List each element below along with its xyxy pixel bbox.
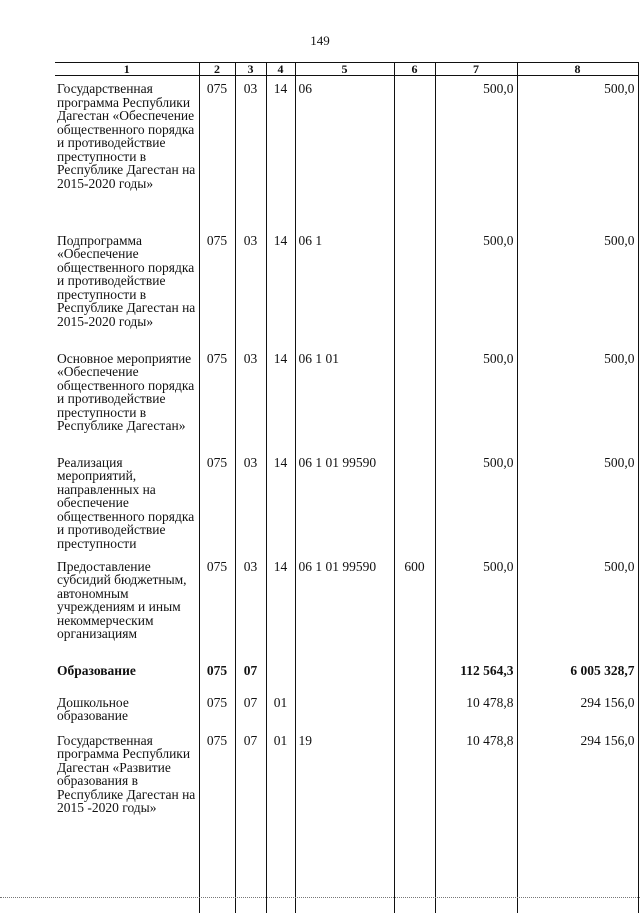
code-subsection-cell [266,346,295,450]
code-ministry: 075 [206,558,228,574]
row-name-cell [55,228,199,346]
row-name-cell [55,450,199,554]
amount-col8-cell [517,76,638,228]
target-article: 06 1 01 99590 [298,454,377,470]
amount-col8: 500,0 [604,454,635,470]
code-subsection-cell [266,228,295,346]
code-section-cell [235,554,266,658]
amount-col7-cell [435,728,517,913]
amount-col8-cell [517,346,638,450]
code-ministry: 075 [206,662,228,678]
row-name: Образование [57,662,136,678]
code-ministry-cell [199,554,235,658]
code-ministry-cell [199,690,235,728]
row-name: Реализация мероприятий, направленных на обеспечение общественного порядка и противодействие преступности [57,454,195,551]
header-cell: 6 [394,63,435,76]
table-row [55,76,638,228]
amount-col7-cell [435,76,517,228]
code-ministry-cell [199,76,235,228]
target-article-cell [295,728,394,913]
table-row [55,450,638,554]
amount-col8-cell [517,554,638,658]
code-subsection: 14 [273,454,288,470]
expense-type-cell [394,728,435,913]
amount-col8-cell [517,450,638,554]
code-subsection [267,658,295,664]
footer-rule [0,897,640,898]
code-subsection: 14 [273,350,288,366]
header-cell: 1 [55,63,199,76]
expense-type-cell [394,76,435,228]
code-ministry-cell [199,346,235,450]
code-section-cell [235,728,266,913]
expense-type-cell [394,658,435,690]
target-article [299,690,394,696]
amount-col7-cell [435,554,517,658]
code-ministry: 075 [206,694,228,710]
amount-col8: 500,0 [604,81,635,96]
code-subsection-cell [266,728,295,913]
target-article-cell [295,76,394,228]
row-name: Государственная программа Республики Дагестан «Развитие образования в Республике Дагестан на 2015 -2020 годы» [57,732,196,815]
expense-type [395,728,435,734]
target-article-cell [295,450,394,554]
code-ministry: 075 [206,350,228,366]
code-ministry-cell [199,728,235,913]
code-ministry-cell [199,658,235,690]
row-name-cell [55,690,199,728]
code-section: 07 [243,694,258,710]
target-article [299,658,394,664]
expense-type [395,658,435,664]
header-cell: 8 [517,63,638,76]
amount-col8-cell [517,690,638,728]
code-ministry: 075 [206,232,228,248]
expense-type-cell [394,346,435,450]
amount-col8-cell [517,658,638,690]
target-article-cell [295,228,394,346]
code-section-cell [235,228,266,346]
code-ministry-cell [199,228,235,346]
row-name-cell [55,76,199,228]
row-name: Дошкольное образование [57,694,129,723]
amount-col8-cell [517,728,638,913]
expense-type-cell [394,690,435,728]
header-cell: 4 [266,63,295,76]
row-name-cell [55,346,199,450]
expense-type-cell [394,228,435,346]
code-subsection: 01 [273,694,288,710]
amount-col7: 500,0 [483,454,514,470]
code-section-cell [235,658,266,690]
code-subsection: 14 [273,232,288,248]
code-section-cell [235,690,266,728]
amount-col7: 112 564,3 [460,662,514,678]
amount-col7: 10 478,8 [466,732,514,748]
table-header-row [55,63,638,76]
table-row [55,346,638,450]
amount-col7: 500,0 [483,81,514,96]
amount-col7-cell [435,690,517,728]
amount-col7-cell [435,658,517,690]
expense-type [395,228,435,234]
code-section: 07 [243,662,258,678]
amount-col8-cell [517,228,638,346]
row-name: Государственная программа Республики Дагестан «Обеспечение общественного порядка и противодействие преступности в Республике Дагестан на 2015-2020 годы» [57,81,196,191]
expense-type [395,690,435,696]
target-article-cell [295,346,394,450]
code-ministry-cell [199,450,235,554]
amount-col7: 500,0 [483,232,514,248]
header-cell: 5 [295,63,394,76]
code-subsection: 01 [273,732,288,748]
row-name: Подпрограмма «Обеспечение общественного порядка и противодействие преступности в Республике Дагестан на 2015-2020 годы» [57,232,196,329]
code-subsection: 14 [273,81,288,96]
amount-col8: 500,0 [604,350,635,366]
expense-type [395,346,435,352]
row-name: Основное мероприятие «Обеспечение общественного порядка и противодействие преступности в Республике Дагестан» [57,350,195,433]
code-section: 03 [243,558,258,574]
budget-table [55,62,639,913]
table-row [55,658,638,690]
code-section: 07 [243,732,258,748]
code-section: 03 [243,350,258,366]
row-name-cell [55,658,199,690]
target-article-cell [295,690,394,728]
code-subsection-cell [266,554,295,658]
amount-col7-cell [435,228,517,346]
code-ministry: 075 [206,732,228,748]
expense-type: 600 [404,558,425,574]
code-subsection-cell [266,450,295,554]
target-article: 06 1 01 [298,350,339,366]
code-ministry: 075 [206,81,228,96]
table-row [55,554,638,658]
table-row [55,690,638,728]
amount-col8: 500,0 [604,232,635,248]
amount-col7-cell [435,346,517,450]
amount-col8: 6 005 328,7 [570,662,635,678]
amount-col7-cell [435,450,517,554]
code-subsection: 14 [273,558,288,574]
code-subsection-cell [266,658,295,690]
amount-col7: 500,0 [483,558,514,574]
table-row [55,228,638,346]
code-section: 03 [243,81,258,96]
code-section-cell [235,346,266,450]
header-cell: 3 [235,63,266,76]
expense-type-cell [394,554,435,658]
amount-col8: 294 156,0 [580,694,635,710]
row-name: Предоставление субсидий бюджетным, автономным учреждениям и иным некоммерческим организациям [57,558,187,641]
amount-col8: 294 156,0 [580,732,635,748]
code-section: 03 [243,232,258,248]
header-cell: 7 [435,63,517,76]
target-article: 06 1 01 99590 [298,558,377,574]
expense-type [395,450,435,456]
code-section: 03 [243,454,258,470]
amount-col7: 10 478,8 [466,694,514,710]
code-ministry: 075 [206,454,228,470]
amount-col8: 500,0 [604,558,635,574]
page-number: 149 [310,33,330,48]
row-name-cell [55,728,199,913]
code-section-cell [235,450,266,554]
budget-table-container [55,62,638,913]
table-row [55,728,638,913]
code-subsection-cell [266,76,295,228]
amount-col7: 500,0 [483,350,514,366]
target-article: 19 [298,732,312,748]
code-subsection-cell [266,690,295,728]
target-article-cell [295,554,394,658]
target-article: 06 [298,81,312,96]
code-section-cell [235,76,266,228]
expense-type-cell [394,450,435,554]
target-article-cell [295,658,394,690]
target-article: 06 1 [298,232,323,248]
row-name-cell [55,554,199,658]
expense-type [395,76,435,82]
header-cell: 2 [199,63,235,76]
